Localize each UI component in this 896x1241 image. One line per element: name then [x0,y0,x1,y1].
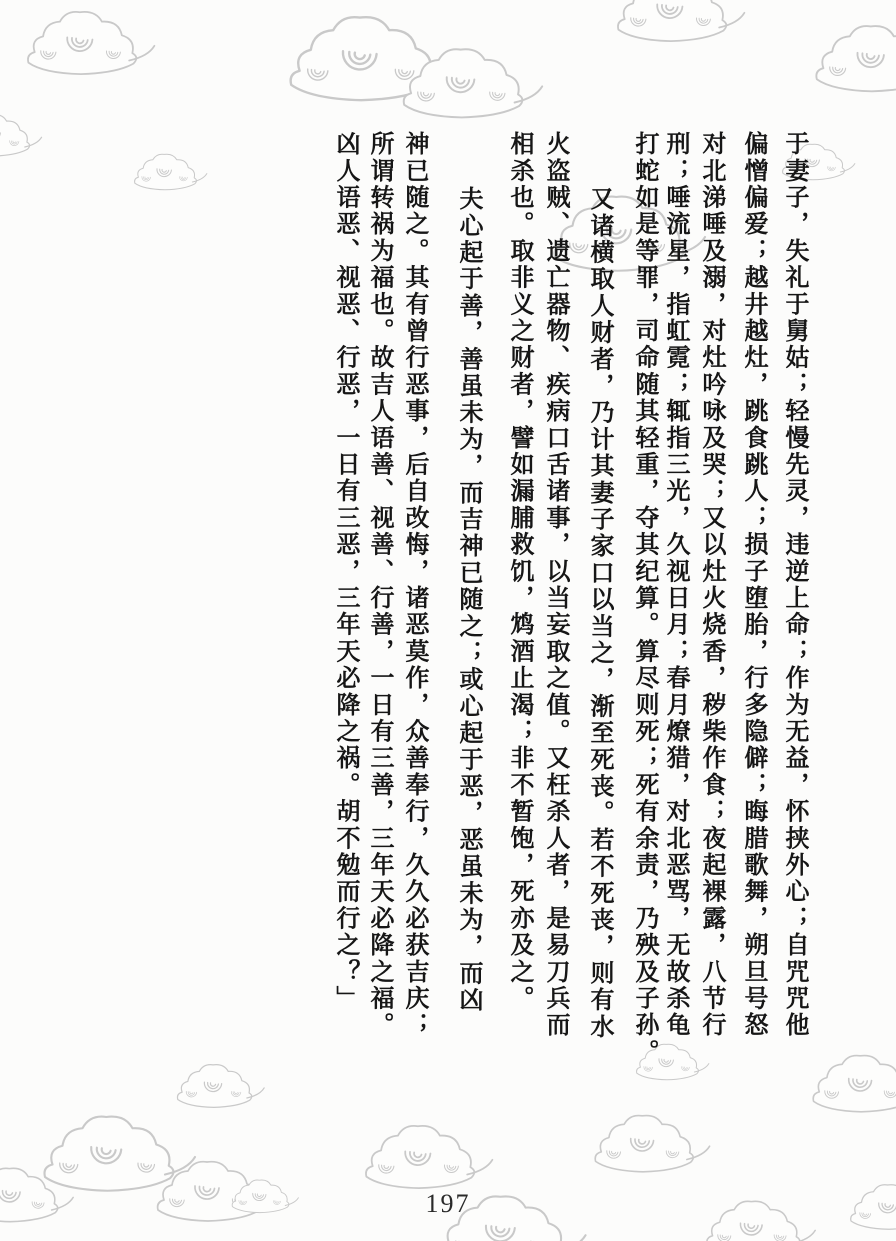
text-column: 又诸横取人财者，乃计其妻子家口以当之，渐至死丧。若不死丧，则有水 [586,186,612,1041]
text-column: 夫心起于善，善虽未为，而吉神已随之；或心起于恶，恶虽未为，而凶 [455,186,481,1014]
text-column: 刑；唾流星，指虹霓；辄指三光，久视日月；春月燎猎，对北恶骂，无故杀龟 [662,131,688,1039]
text-column: 相杀也。取非义之财者，譬如漏脯救饥，鸩酒止渴；非不暂饱，死亦及之。 [506,131,532,1013]
text-column: 所谓转祸为福也。故吉人语善、视善、行善，一日有三善，三年天必降之福。 [366,131,392,1039]
text-column: 凶人语恶、视恶、行恶，一日有三恶，三年天必降之祸。胡不勉而行之？」 [332,131,358,1013]
page-number: 197 [425,1189,471,1218]
text-column: 打蛇如是等罪，司命随其轻重，夺其纪算。算尽则死；死有余责，乃殃及子孙。 [631,131,657,1066]
text-column: 对北涕唾及溺，对灶吟咏及哭；又以灶火烧香，秽柴作食；夜起裸露，八节行 [698,131,724,1039]
text-column: 偏憎偏爱；越井越灶，跳食跳人；损子堕胎，行多隐僻；晦腊歌舞，朔旦号怒 [740,131,766,1039]
text-column: 于妻子，失礼于舅姑；轻慢先灵，违逆上命；作为无益，怀挟外心；自咒咒他 [781,131,807,1039]
text-column: 神已随之。其有曾行恶事，后自改悔，诸恶莫作，众善奉行，久久必获吉庆； [401,131,427,1039]
text-column: 火盗贼、遗亡器物、疾病口舌诸事，以当妄取之值。又枉杀人者，是易刀兵而 [542,131,568,1039]
